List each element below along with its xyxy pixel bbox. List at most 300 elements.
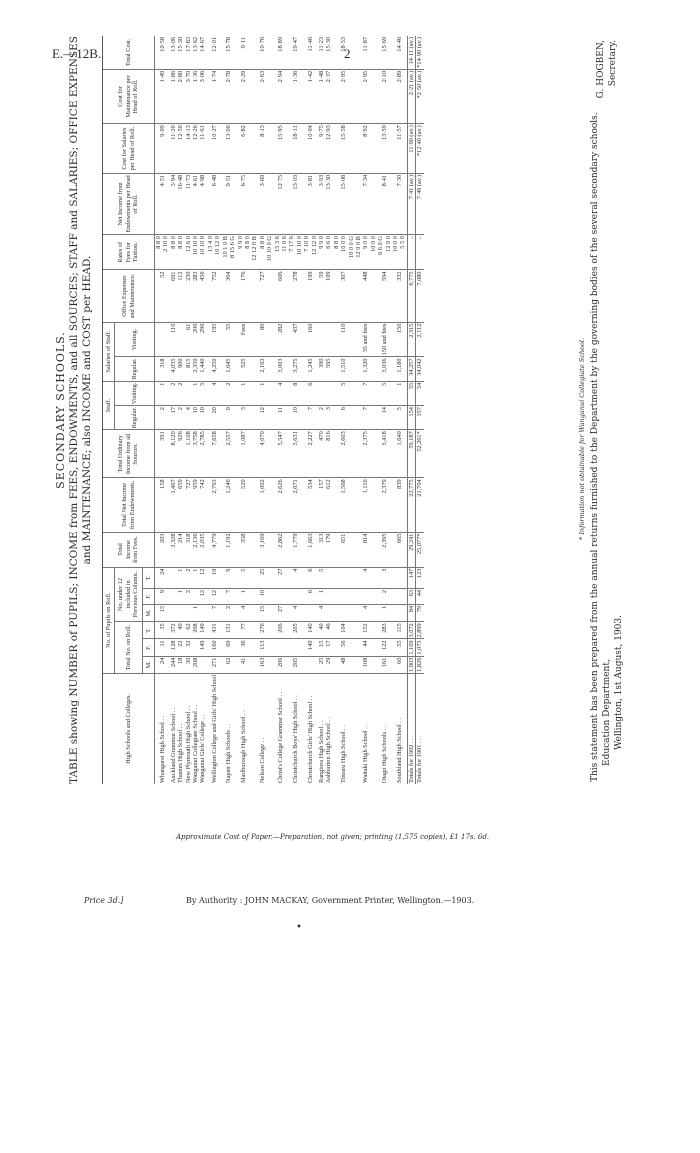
table-cell: 56 [333,639,355,656]
table-cell: 1 [237,381,252,406]
table-cell: 110 [333,322,355,357]
table-cell: 104 [333,622,355,639]
table-cell: 12 6 0 [185,235,192,270]
table-cell: 11·57 [392,124,407,174]
table-cell: 2·95 [333,69,355,123]
signatory: G. HOGBEN, [596,40,606,99]
table-cell: 1 [192,567,199,588]
table-cell: 17 [325,639,332,656]
table-cell: 15 [251,604,273,621]
table-cell: 3·93 [318,173,325,234]
table-cell: 110 [170,322,177,357]
table-row [170,36,177,784]
table-cell: 62 [222,656,237,673]
table-cell: 15·58 [333,124,355,174]
table-cell: 1,467 [170,478,177,532]
table-cell: 6 6 0 [325,235,332,270]
table-cell: 2 [222,604,237,621]
table-cell: 2·37 [325,69,332,123]
table-cell: 839 [392,478,407,532]
table-cell: 9 [155,588,170,604]
table-cell: 1,440 [199,357,206,381]
table-cell: 659 [177,478,184,532]
table-cell: 52 [155,270,170,322]
table-cell: 2·21 (av.) [407,69,415,123]
table-cell: 147 [407,567,415,588]
table-cell: 16·48 [177,173,184,234]
table-cell: 150 [392,322,407,357]
table-cell: 2,785 [199,430,206,478]
table-cell: 2 [185,567,192,588]
table-cell: 61 [185,322,192,357]
table-cell: .. [416,235,424,270]
table-cell: 2,793 [207,478,222,532]
table-cell: 5,418 [377,430,392,478]
table-cell: 55 [407,381,415,406]
table-cell: 9 9 0 [318,235,325,270]
table-cell: 12·50 [177,124,184,174]
table-cell: 12 [251,406,273,430]
school-name-cell: New Plymouth High School . . [184,705,192,783]
table-cell: 3,072 [407,623,415,638]
table-cell: 12·01 [207,36,222,69]
table-cell: 25 [251,567,273,588]
table-cell: 651 [333,532,355,567]
table-row [177,36,184,784]
table-cell: 115 [392,622,407,639]
table-cell: 8 8 0 10 0 0 10 0 0 G [333,235,355,270]
table-cell: 926 [177,430,184,478]
table-cell: 10·76 [251,36,273,69]
table-cell: 1,245 [303,357,318,381]
table-cell: 11·23 [318,36,325,69]
table-cell [303,656,318,673]
table-row [288,36,303,784]
table-cell: 2·63 [251,69,273,123]
table-cell: 391 [155,430,170,478]
table-cell: 1 [392,381,407,406]
table-cell: 69 [222,639,237,656]
table-cell [155,322,170,357]
table-cell: 1,320 [355,357,377,381]
table-cell: 3,328 [170,532,177,567]
col-ordinary: Total Ordinary Income from all Sources. [103,430,155,478]
table-cell: 6 [333,406,355,430]
school-name-cell: Marlborough High School . . [240,710,248,783]
table-cell: 7·49 (av.) [416,173,424,234]
table-row [222,36,237,784]
table-cell: 21,704 [416,478,424,532]
table-cell: 35 and fees [355,322,377,357]
table-cell: 123 [416,567,424,588]
table-cell: 206 [274,656,289,673]
date-line: Wellington, 1st August, 1903. [614,615,624,750]
table-cell: 3 [325,406,332,430]
table-cell: 6·48 [207,173,222,234]
table-cell: 1,640 [392,430,407,478]
table-cell: 372 [170,622,177,639]
table-cell: 44 [416,588,424,604]
col-staff-visiting: Visiting. [115,381,155,406]
school-name-cell: Christchurch Girls' High School . . [306,695,314,783]
table-cell: 244 [170,656,177,673]
table-cell: 2,315 [407,322,415,357]
table-cell: 109 [325,270,332,322]
table-cell: 10 [251,588,273,604]
table-cell: 1 [177,567,184,588]
table-row [333,36,355,784]
table-cell: 14·13 [185,124,192,174]
table-cell: 10·04 [303,124,318,174]
table-cell: 364 [222,270,237,322]
table-cell: 6·75 [237,173,252,234]
table-cell: 2·94 [274,69,289,123]
table-cell: 84 [407,604,415,621]
table-cell: 3,036 [377,357,392,381]
table-cell: 24 [155,567,170,588]
table-cell: 54 [416,381,424,406]
table-cell: 7 [355,406,377,430]
table-cell: 2·80 [177,69,184,123]
table-cell: 15·95 [274,124,289,174]
table-cell: *12·40 (av.) [416,124,424,174]
table-cell: 140 [303,639,318,656]
table-cell: 1,568 [333,478,355,532]
table-cell: 112 [177,270,184,322]
rotated-table-block [30,30,670,790]
table-cell: 1,645 [222,357,237,381]
table-cell: 665 [392,532,407,567]
table-cell: 2,626 [274,478,289,532]
table-cell: 2 [170,381,177,406]
table-cell: 2·29 [237,69,252,123]
table-cell: 18·89 [274,36,289,69]
table-cell: 12·93 [325,124,332,174]
table-cell: 1·36 [288,69,303,123]
table-cell: 7,080 [416,270,424,322]
table-cell: 283 [377,622,392,639]
table-cell [185,604,192,621]
table-cell: 10 0 0 5 5 0 [392,235,407,270]
table-cell: 13·59 [377,124,392,174]
table-cell: 1,192 [222,532,237,567]
table-cell: 3·06 [199,69,206,123]
school-name-cell: Napier High Schools . . [225,723,233,783]
table-cell: 12 0 0 B 9 0 0 10 0 0 [355,235,377,270]
table-cell: 1,826 [416,657,424,672]
table-cell: 6 [303,588,318,604]
table-cell: 4·98 [199,173,206,234]
table-cell: 3,003 [274,357,289,381]
table-cell: 5 [318,567,325,588]
table-cell: 4 [288,567,303,588]
table-cell [170,604,177,621]
table-row [325,36,332,784]
table-cell: 6·82 [237,124,252,174]
table-cell: 113 [251,639,273,656]
table-cell: 7 [222,588,237,604]
table-cell [318,322,325,357]
table-cell: 7 [207,604,222,621]
table-cell: 208 [192,656,199,673]
table-cell: 3·69 [251,173,273,234]
table-cell: 20 [207,406,222,430]
table-cell: 7 10 0 12 12 0 [303,235,318,270]
table-cell: 1·36 [192,69,199,123]
table-cell: 8 [288,381,303,406]
table-cell: 35 [155,622,170,639]
table-cell: 154 [407,406,415,430]
totals-row [416,36,424,784]
col-f-under12: F. [142,588,154,604]
table-cell: 3 [237,406,252,430]
table-cell: 15·69 [377,36,392,69]
table-cell: 40 [318,622,325,639]
table-cell: 149 [199,639,206,656]
table-cell: 24 [155,656,170,673]
table-cell: 18·11 [288,124,303,174]
table-cell: 36 [237,639,252,656]
table-cell: 2,862 [274,532,289,567]
table-cell: 2 [177,406,184,430]
table-cell: 6 6 0 G 12 0 0 [377,235,392,270]
table-cell: 1 [177,588,184,604]
table-cell [355,588,377,604]
table-row [199,36,206,784]
school-name-cell: Waitaki High School . . [362,724,370,783]
table-cell: 4·61 [192,173,199,234]
table-cell: 19·47 [288,36,303,69]
table-cell: 594 [377,270,392,322]
table-cell [325,604,332,621]
table-cell: 205 [288,622,303,639]
table-cell: 11·20 [170,124,177,174]
table-cell: 13 4 0 10 12 0 [207,235,222,270]
table-cell: 4,070 [251,430,273,478]
table-cell: 13·00 [222,124,237,174]
table-row [355,36,377,784]
table-cell: 2 [377,588,392,604]
table-row [155,36,170,784]
table-cell [318,381,325,406]
table-cell: 195 [207,322,222,357]
table-cell: 17 [170,406,177,430]
table-cell [177,322,184,357]
table-cell: 11 [274,406,289,430]
col-total-cost: Total Cost. [103,36,155,69]
table-cell: 1 [192,604,199,621]
table-cell: 12·75 [274,173,289,234]
table-cell: 5 [377,381,392,406]
table-cell: 10·27 [207,124,222,174]
col-cost-maint: Cost for Maintenance per Head of Roll. [103,69,155,123]
table-cell: 2·78 [222,69,237,123]
col-staff-group: Staff. [103,381,115,430]
table-cell: 59 [318,270,325,322]
table-cell: 1 [237,588,252,604]
table-cell: 2·10 [377,69,392,123]
table-cell: 11·46 [303,36,318,69]
table-row [377,36,392,784]
table-row [251,36,273,784]
table-cell: 15 3 6 11 0 6 [274,235,289,270]
table-cell: 2,557 [222,430,237,478]
table-row [207,36,222,784]
table-cell: 9 [222,406,237,430]
table-cell: 2,227 [303,430,318,478]
approx-cost-note: Approximate Cost of Paper.—Preparation, not given; printing (1,575 copies), £1 17s. 6d. [176,833,490,841]
table-cell: 7·30 [392,173,407,234]
table-cell: 727 [251,270,273,322]
totals-row [407,36,415,784]
table-cell: 52,261* [416,430,424,478]
table-cell: 1 [377,604,392,621]
table-cell [392,567,407,588]
table-cell: 122 [377,639,392,656]
table-cell: 7 17 6 10 10 0 [288,235,303,270]
table-cell: 742 [199,478,206,532]
table-cell [170,588,177,604]
table-row [303,36,318,784]
table-cell: 149 [199,622,206,639]
table-cell: 815 [185,357,192,381]
table-cell: 55 [222,322,237,357]
table-cell: 15·78 [222,36,237,69]
table-cell: 208 [192,622,199,639]
table-cell: 13·62 [192,36,199,69]
table-cell: 4,779 [207,532,222,567]
school-name-cell: Southland High School . . [395,717,403,783]
table-cell: 1,116 [355,478,377,532]
table-cell: 22,775 [407,478,415,532]
col-total-roll-group: Total No. on Roll. [115,622,142,674]
table-cell: 1 [251,381,273,406]
school-name-cell: Auckland Grammar School . . [169,707,177,783]
table-cell: 900 [177,357,184,381]
table-cell [192,639,199,656]
table-cell: 15 [155,604,170,621]
table-cell: 160 [207,639,222,656]
table-cell: 4 [185,406,192,430]
table-cell: 1,246 [222,478,237,532]
table-cell [392,588,407,604]
table-cell: 2,350 [192,357,199,381]
table-cell: 199 [303,270,318,322]
table-cell: 79 [416,604,424,621]
table-cell: 9 9 0 8 8 0 [237,235,252,270]
col-salaries-group: Salaries of Staff. [103,322,115,381]
school-name-cell: Ashburton High School . . [325,716,333,783]
table-cell: 13·30 [325,173,332,234]
table-cell [170,567,177,588]
table-cell: 29 [325,656,332,673]
table-cell: 161 [377,656,392,673]
table-cell: 3,275 [288,357,303,381]
table-row [274,36,289,784]
table-cell: 2,035 [199,532,206,567]
table-cell: 1,663 [303,532,318,567]
table-cell: 12 12 0 B 8 8 0 10 10 0 G [251,235,273,270]
table-cell: 2,112 [416,322,424,357]
table-cell: 29,241 [407,532,415,567]
table-cell: 5 [392,406,407,430]
table-cell: 437 [288,322,303,357]
footnote: * Information not obtainable for Wanganui Collegiate School. [578,337,586,540]
school-name-cell: Wanganui Collegiate School . . [192,704,200,783]
table-cell: 290 [199,322,206,357]
table-cell [325,381,332,406]
table-cell: 214 [177,532,184,567]
col-net-income: Net Income from Endowments per Head of Roll. [103,173,155,234]
table-cell: 9·75 [318,124,325,174]
table-cell: 3,758 [192,430,199,478]
table-cell: 9 [222,567,237,588]
table-cell: 6,775 [407,270,415,322]
school-name-cell: Totals for 1901 . . [416,673,424,784]
table-cell: 14 [377,406,392,430]
table-cell: 3·81 [303,173,318,234]
table-cell: 25,077* [416,532,424,567]
table-totals [407,36,423,784]
table-cell: 11·73 [185,173,192,234]
col-under12-group: No. under 12 included in Previous Column. [115,567,142,622]
table-cell: 2,379 [377,478,392,532]
table-cell: 15·08 [333,173,355,234]
table-cell: 25 [318,656,325,673]
table-cell: 230 [185,270,192,322]
table-cell: 534 [303,478,318,532]
table-cell [177,604,184,621]
table-cell [333,588,355,604]
table-cell: 1 [318,588,325,604]
table-cell: 276 [251,622,273,639]
table-cell: 10 [199,406,206,430]
table-cell: 3,169 [251,532,273,567]
table-cell: 1·42 [303,69,318,123]
table-cell: 1,510 [333,357,355,381]
table-cell: 318 [155,357,170,381]
col-cost-salaries: Cost for Salaries per Head of Roll. [103,124,155,174]
table-cell: 2,395 [377,532,392,567]
table-cell: 60 [392,656,407,673]
table-row [318,36,325,784]
school-name-cell: Thames High School . . [177,723,185,783]
table-cell: 13·06 [170,36,177,69]
table-row [392,36,407,784]
table-cell: 27 [274,604,289,621]
table-cell: 8 8 0 2 10 0 [155,235,170,270]
table-cell: 1,903 [407,657,415,672]
table-cell: 525 [237,357,252,381]
table-cell: 34,257 [407,357,415,381]
table-cell: 13·03 [288,173,303,234]
table-cell: 46 [325,622,332,639]
col-f: F. [142,639,154,656]
table-cell: 11·87 [355,36,377,69]
table-cell: 14·46 [392,36,407,69]
table-cell: 2·89 [392,69,407,123]
table-cell: 470 [318,430,325,478]
table-cell: 1,002 [251,478,273,532]
table-cell: Fees [237,322,252,357]
table-cell: 7 [355,381,377,406]
col-t-under12: T. [142,567,154,588]
table-cell: 1 [155,381,170,406]
table-cell: 12 [199,567,206,588]
table-cell: 318 [185,532,192,567]
table-cell: 2,136 [192,532,199,567]
table-row [192,36,199,784]
